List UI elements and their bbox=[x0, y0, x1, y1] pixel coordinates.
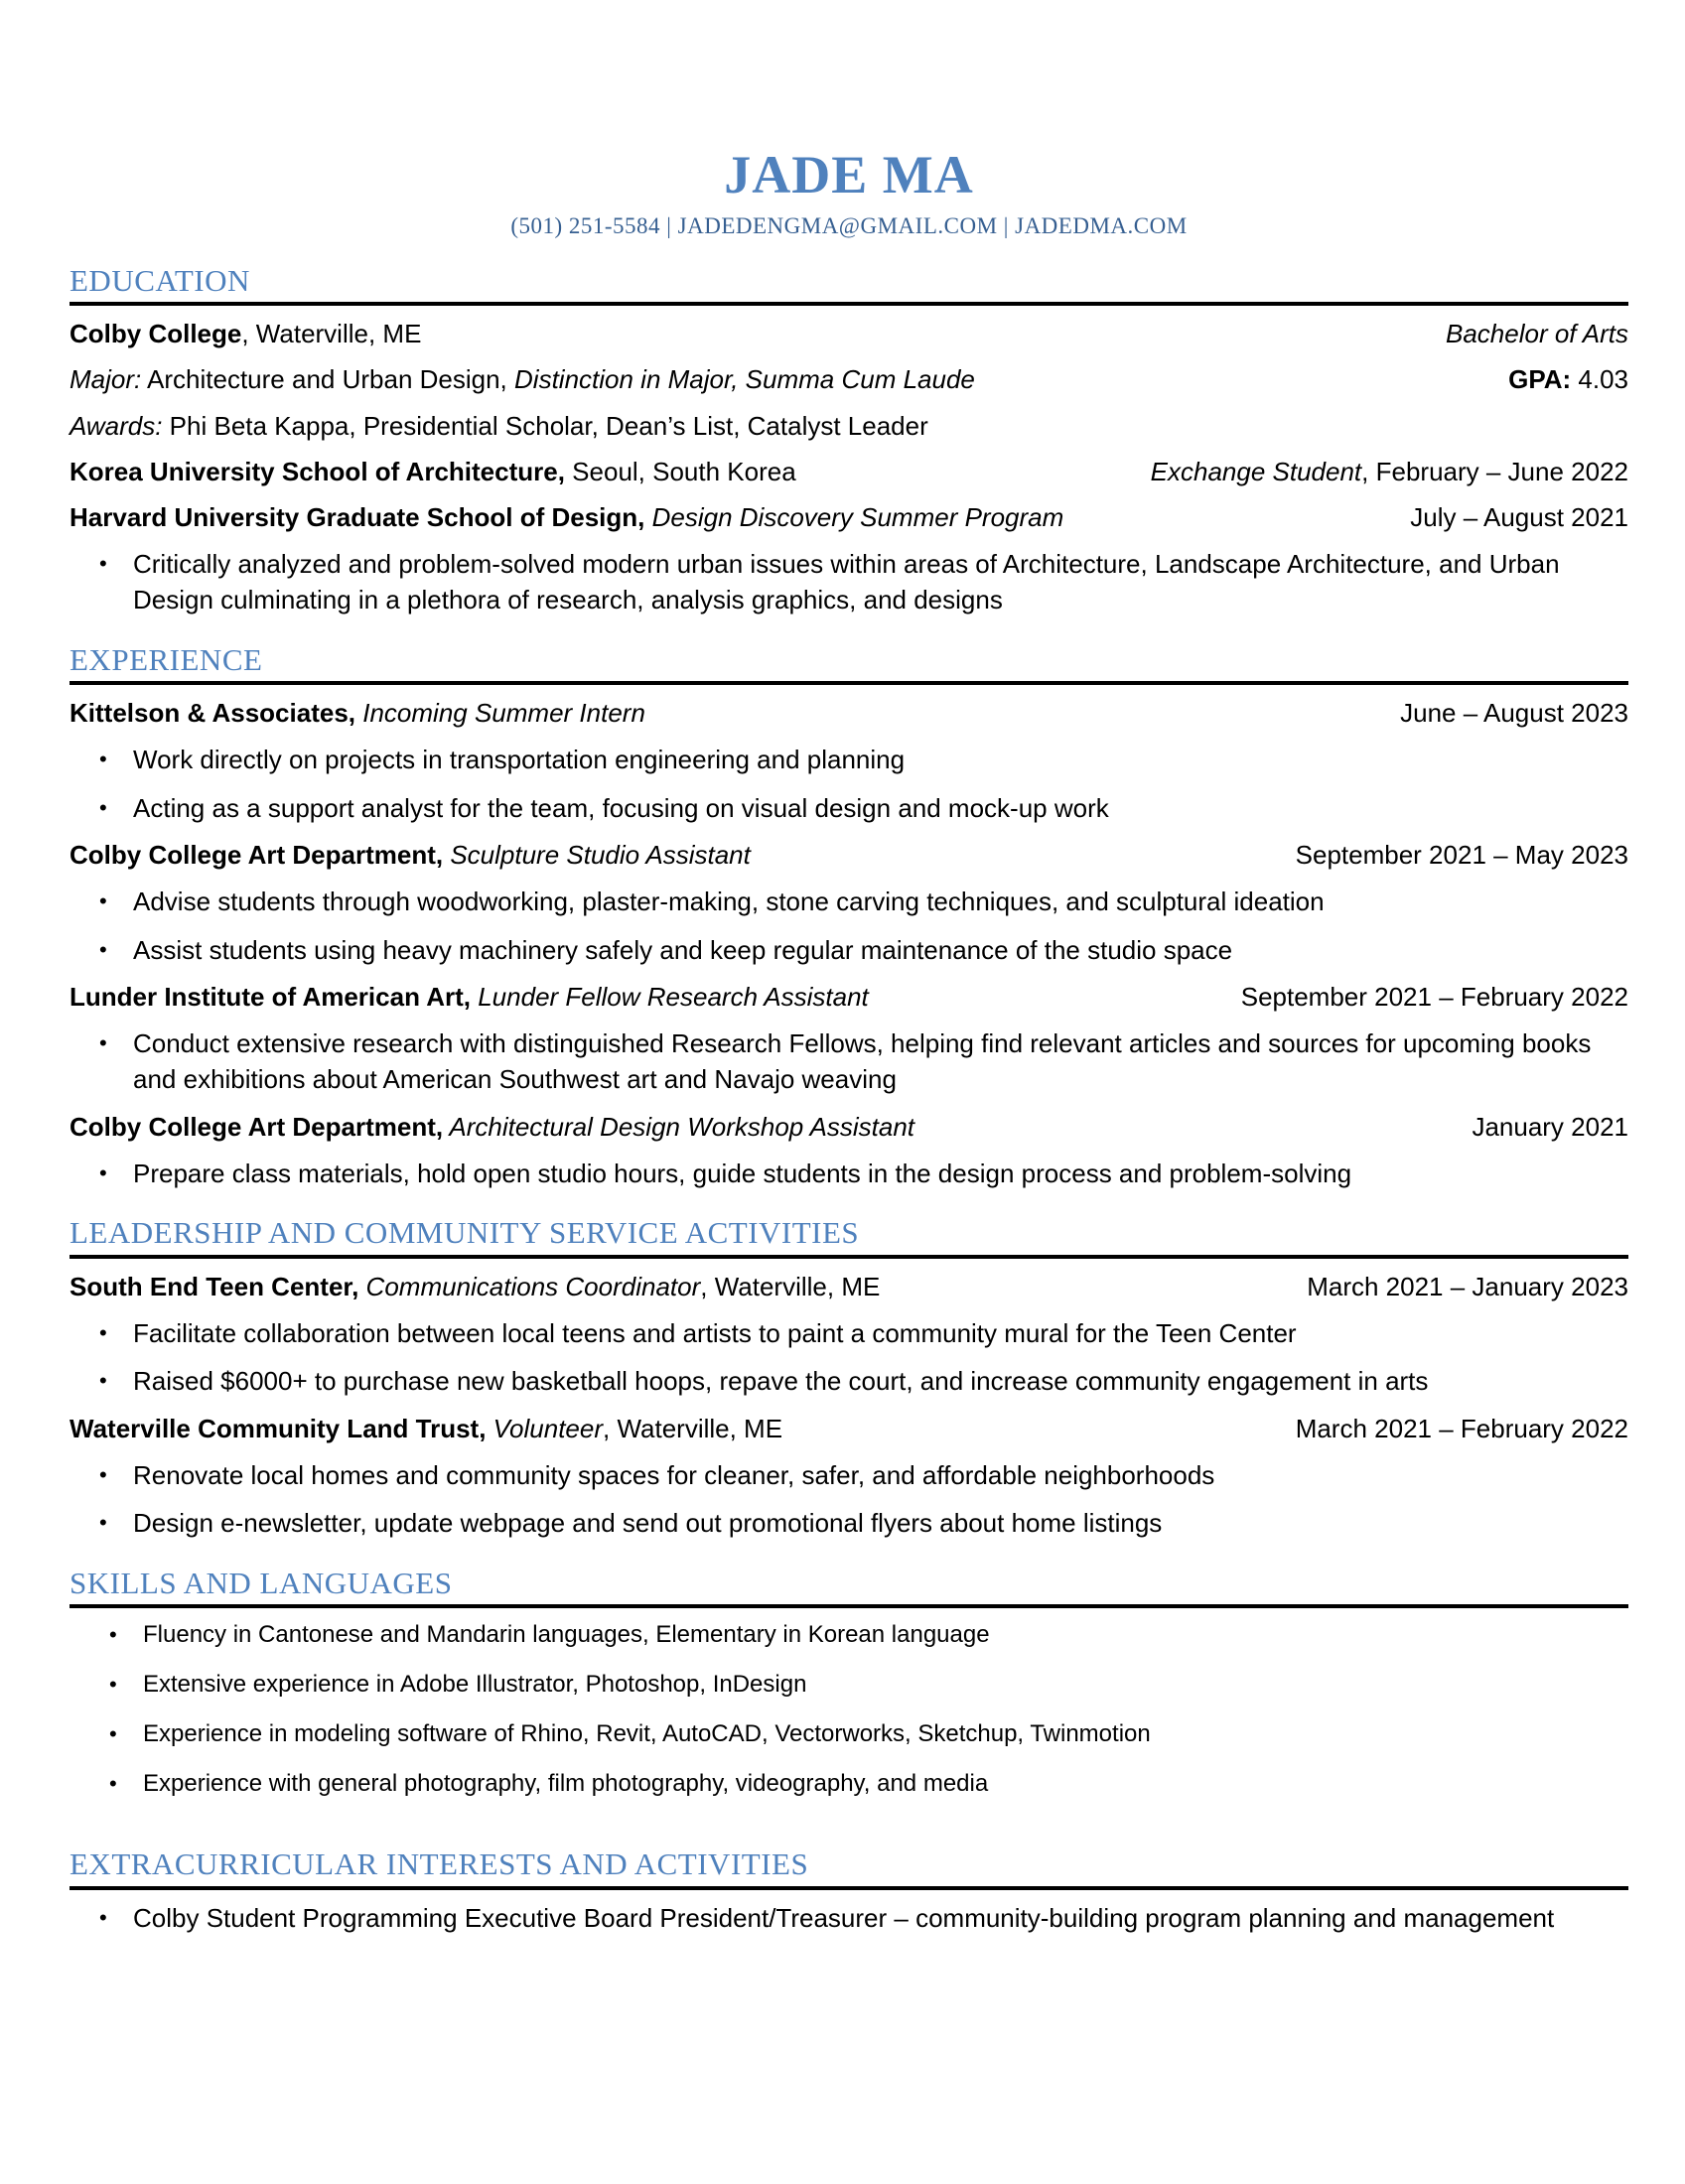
entry-text-run: Seoul, South Korea bbox=[564, 456, 796, 486]
sections bbox=[70, 263, 1628, 1937]
bullet-text: Facilitate collaboration between local teens and artists to paint a community mural for the Teen Center bbox=[133, 1318, 1297, 1349]
date-text-run: Exchange Student bbox=[1150, 456, 1362, 486]
date-text-run: January 2021 bbox=[1472, 1111, 1628, 1142]
entry-text-run: Korea University School of Architecture, bbox=[70, 456, 565, 486]
entry-date bbox=[1422, 317, 1628, 351]
bullet-text: Advise students through woodworking, plaster-making, stone carving techniques, and sculptural ideation bbox=[133, 887, 1325, 917]
entry-text-run: Colby College Art Department, bbox=[70, 840, 444, 871]
section-rule bbox=[70, 1886, 1628, 1890]
section-title: SKILLS AND LANGUAGES bbox=[70, 1565, 453, 1600]
date-text-run: March 2021 – January 2023 bbox=[1307, 1271, 1628, 1301]
entry-text-run: Sculpture Studio Assistant bbox=[443, 840, 751, 871]
entry-date bbox=[1386, 500, 1628, 535]
entry-text-run: Architectural Design Workshop Assistant bbox=[443, 1111, 915, 1142]
entry-left bbox=[70, 1270, 1283, 1304]
entry-text-run: Colby College bbox=[70, 319, 242, 349]
date-text-run: September 2021 – May 2023 bbox=[1295, 840, 1628, 871]
bullet-text: Experience with general photography, film photography, videography, and media bbox=[143, 1770, 989, 1798]
section-rule bbox=[70, 302, 1628, 306]
bullet-item bbox=[70, 1767, 1628, 1801]
entry-text-run: Colby College Art Department, bbox=[70, 1111, 444, 1142]
entry-row bbox=[70, 409, 1628, 444]
bullet-item bbox=[70, 1618, 1628, 1652]
entry-row bbox=[70, 317, 1628, 351]
bullet-item bbox=[70, 790, 1628, 826]
bullet-icon: • bbox=[99, 1461, 107, 1487]
entry-row bbox=[70, 1412, 1628, 1446]
date-text-run: 4.03 bbox=[1571, 364, 1628, 395]
bullet-text: Experience in modeling software of Rhino, Revit, AutoCAD, Vectorworks, Sketchup, Twinmotion bbox=[143, 1720, 1151, 1748]
contact-line: (501) 251-5584 | JADEDENGMA@GMAIL.COM | JADEDMA.COM bbox=[510, 212, 1188, 238]
bullet-icon: • bbox=[99, 1905, 107, 1930]
entry-text-run: Lunder Fellow Research Assistant bbox=[471, 981, 869, 1012]
date-text-run: GPA: bbox=[1508, 364, 1572, 395]
bullet-item bbox=[70, 884, 1628, 919]
entry-text-run: Volunteer bbox=[486, 1413, 603, 1443]
section-experience bbox=[70, 642, 1628, 1192]
bullet-icon: • bbox=[109, 1721, 117, 1747]
entry-text-run: Kittelson & Associates, bbox=[70, 698, 356, 729]
entry-date bbox=[1272, 838, 1628, 873]
entry-text-run: Architecture and Urban Design, bbox=[141, 364, 515, 395]
bullet-icon: • bbox=[99, 936, 107, 962]
bullet-icon: • bbox=[99, 888, 107, 914]
bullet-text: Fluency in Cantonese and Mandarin languages, Elementary in Korean language bbox=[143, 1621, 990, 1649]
section-rule bbox=[70, 1604, 1628, 1608]
entry-text-run: Major: bbox=[70, 364, 142, 395]
bullet-icon: • bbox=[109, 1622, 117, 1648]
bullet-item bbox=[70, 1505, 1628, 1541]
bullet-icon: • bbox=[99, 1030, 107, 1056]
entry-left bbox=[70, 696, 1376, 731]
section-rule bbox=[70, 681, 1628, 685]
bullet-icon: • bbox=[109, 1672, 117, 1698]
entry-date bbox=[1376, 696, 1628, 731]
entry-text-run: Phi Beta Kappa, Presidential Scholar, Dean’s List, Catalyst Leader bbox=[162, 410, 928, 441]
entry-text-run: Distinction in Major, Summa Cum Laude bbox=[514, 364, 975, 395]
entry-row bbox=[70, 838, 1628, 873]
entry-date bbox=[1448, 1110, 1628, 1145]
entry-left bbox=[70, 980, 1217, 1015]
entry-left bbox=[70, 1110, 1448, 1145]
bullet-text: Acting as a support analyst for the team, focusing on visual design and mock-up work bbox=[133, 792, 1109, 823]
entry-row bbox=[70, 980, 1628, 1015]
entry-row bbox=[70, 500, 1628, 535]
section-title: LEADERSHIP AND COMMUNITY SERVICE ACTIVITIES bbox=[70, 1215, 860, 1251]
bullet-item bbox=[70, 1025, 1628, 1098]
bullet-text: Critically analyzed and problem-solved modern urban issues within areas of Architecture, Landscape Architecture, and Urban Design culminating in a plethora of research, analysis graphics, and designs bbox=[133, 548, 1560, 615]
entry-date bbox=[1484, 362, 1628, 397]
bullet-item bbox=[70, 1900, 1628, 1936]
bullet-text: Renovate local homes and community spaces for cleaner, safer, and affordable neighborhoods bbox=[133, 1459, 1215, 1490]
bullet-icon: • bbox=[99, 794, 107, 820]
bullet-text: Conduct extensive research with distinguished Research Fellows, helping find relevant articles and sources for upcoming books and exhibitions about American Southwest art and Navajo weaving bbox=[133, 1028, 1592, 1095]
bullet-text: Design e-newsletter, update webpage and send out promotional flyers about home listings bbox=[133, 1508, 1163, 1539]
entry-date bbox=[1272, 1412, 1628, 1446]
entry-row bbox=[70, 455, 1628, 489]
entry-row bbox=[70, 696, 1628, 731]
bullet-icon: • bbox=[99, 1368, 107, 1394]
entry-text-run: Communications Coordinator bbox=[358, 1271, 701, 1301]
entry-date bbox=[1217, 980, 1628, 1015]
bullet-icon: • bbox=[99, 747, 107, 772]
entry-text-run: Design Discovery Summer Program bbox=[644, 501, 1064, 532]
entry-left bbox=[70, 500, 1386, 535]
bullet-item bbox=[70, 546, 1628, 618]
entry-text-run: Harvard University Graduate School of Design, bbox=[70, 501, 645, 532]
bullet-text: Prepare class materials, hold open studio hours, guide students in the design process and problem-solving bbox=[133, 1158, 1352, 1188]
entry-text-run: , Waterville, ME bbox=[603, 1413, 783, 1443]
bullet-text: Extensive experience in Adobe Illustrator, Photoshop, InDesign bbox=[143, 1671, 807, 1699]
date-text-run: September 2021 – February 2022 bbox=[1240, 981, 1628, 1012]
bullet-item bbox=[70, 742, 1628, 777]
entry-left bbox=[70, 838, 1272, 873]
section-title: EXPERIENCE bbox=[70, 641, 263, 677]
entry-text-run: Lunder Institute of American Art, bbox=[70, 981, 471, 1012]
section-title: EXTRACURRICULAR INTERESTS AND ACTIVITIES bbox=[70, 1846, 809, 1882]
entry-text-run: Waterville Community Land Trust, bbox=[70, 1413, 487, 1443]
bullet-text: Assist students using heavy machinery safely and keep regular maintenance of the studio space bbox=[133, 934, 1233, 965]
bullet-text: Work directly on projects in transportation engineering and planning bbox=[133, 745, 906, 775]
bullet-text: Colby Student Programming Executive Board President/Treasurer – community-building program planning and management bbox=[133, 1903, 1555, 1933]
bullet-item bbox=[70, 1363, 1628, 1399]
bullet-item bbox=[70, 1315, 1628, 1351]
entry-left bbox=[70, 455, 1127, 489]
bullet-item bbox=[70, 1717, 1628, 1751]
date-text-run: June – August 2023 bbox=[1400, 698, 1628, 729]
bullet-icon: • bbox=[99, 1510, 107, 1536]
entry-left bbox=[70, 409, 1605, 444]
section-title: EDUCATION bbox=[70, 262, 250, 298]
bullet-icon: • bbox=[99, 550, 107, 576]
date-text-run: Bachelor of Arts bbox=[1445, 319, 1628, 349]
entry-text-run: South End Teen Center, bbox=[70, 1271, 359, 1301]
date-text-run: March 2021 – February 2022 bbox=[1295, 1413, 1628, 1443]
entry-text-run: Awards: bbox=[70, 410, 163, 441]
entry-row bbox=[70, 362, 1628, 397]
entry-date bbox=[1127, 455, 1628, 489]
bullet-icon: • bbox=[109, 1771, 117, 1797]
entry-row bbox=[70, 1270, 1628, 1304]
section-leadership-and-community-service-activities bbox=[70, 1215, 1628, 1541]
entry-left bbox=[70, 317, 1422, 351]
entry-text-run: Incoming Summer Intern bbox=[355, 698, 645, 729]
bullet-item bbox=[70, 1156, 1628, 1191]
section-extracurricular-interests-and-activities bbox=[70, 1846, 1628, 1936]
bullet-item bbox=[70, 1668, 1628, 1702]
date-text-run: , February – June 2022 bbox=[1361, 456, 1628, 486]
section-education bbox=[70, 263, 1628, 618]
date-text-run: July – August 2021 bbox=[1410, 501, 1628, 532]
bullet-icon: • bbox=[99, 1160, 107, 1185]
section-skills-and-languages bbox=[70, 1566, 1628, 1802]
resume-name: JADE MA bbox=[724, 145, 974, 205]
entry-text-run: , Waterville, ME bbox=[241, 319, 422, 349]
bullet-icon: • bbox=[99, 1320, 107, 1346]
entry-date bbox=[1283, 1270, 1628, 1304]
bullet-text: Raised $6000+ to purchase new basketball hoops, repave the court, and increase community engagement in arts bbox=[133, 1366, 1429, 1397]
bullet-item bbox=[70, 1457, 1628, 1493]
section-rule bbox=[70, 1255, 1628, 1259]
entry-row bbox=[70, 1110, 1628, 1145]
bullet-item bbox=[70, 932, 1628, 968]
entry-left bbox=[70, 1412, 1272, 1446]
entry-text-run: , Waterville, ME bbox=[700, 1271, 881, 1301]
entry-left bbox=[70, 362, 1484, 397]
